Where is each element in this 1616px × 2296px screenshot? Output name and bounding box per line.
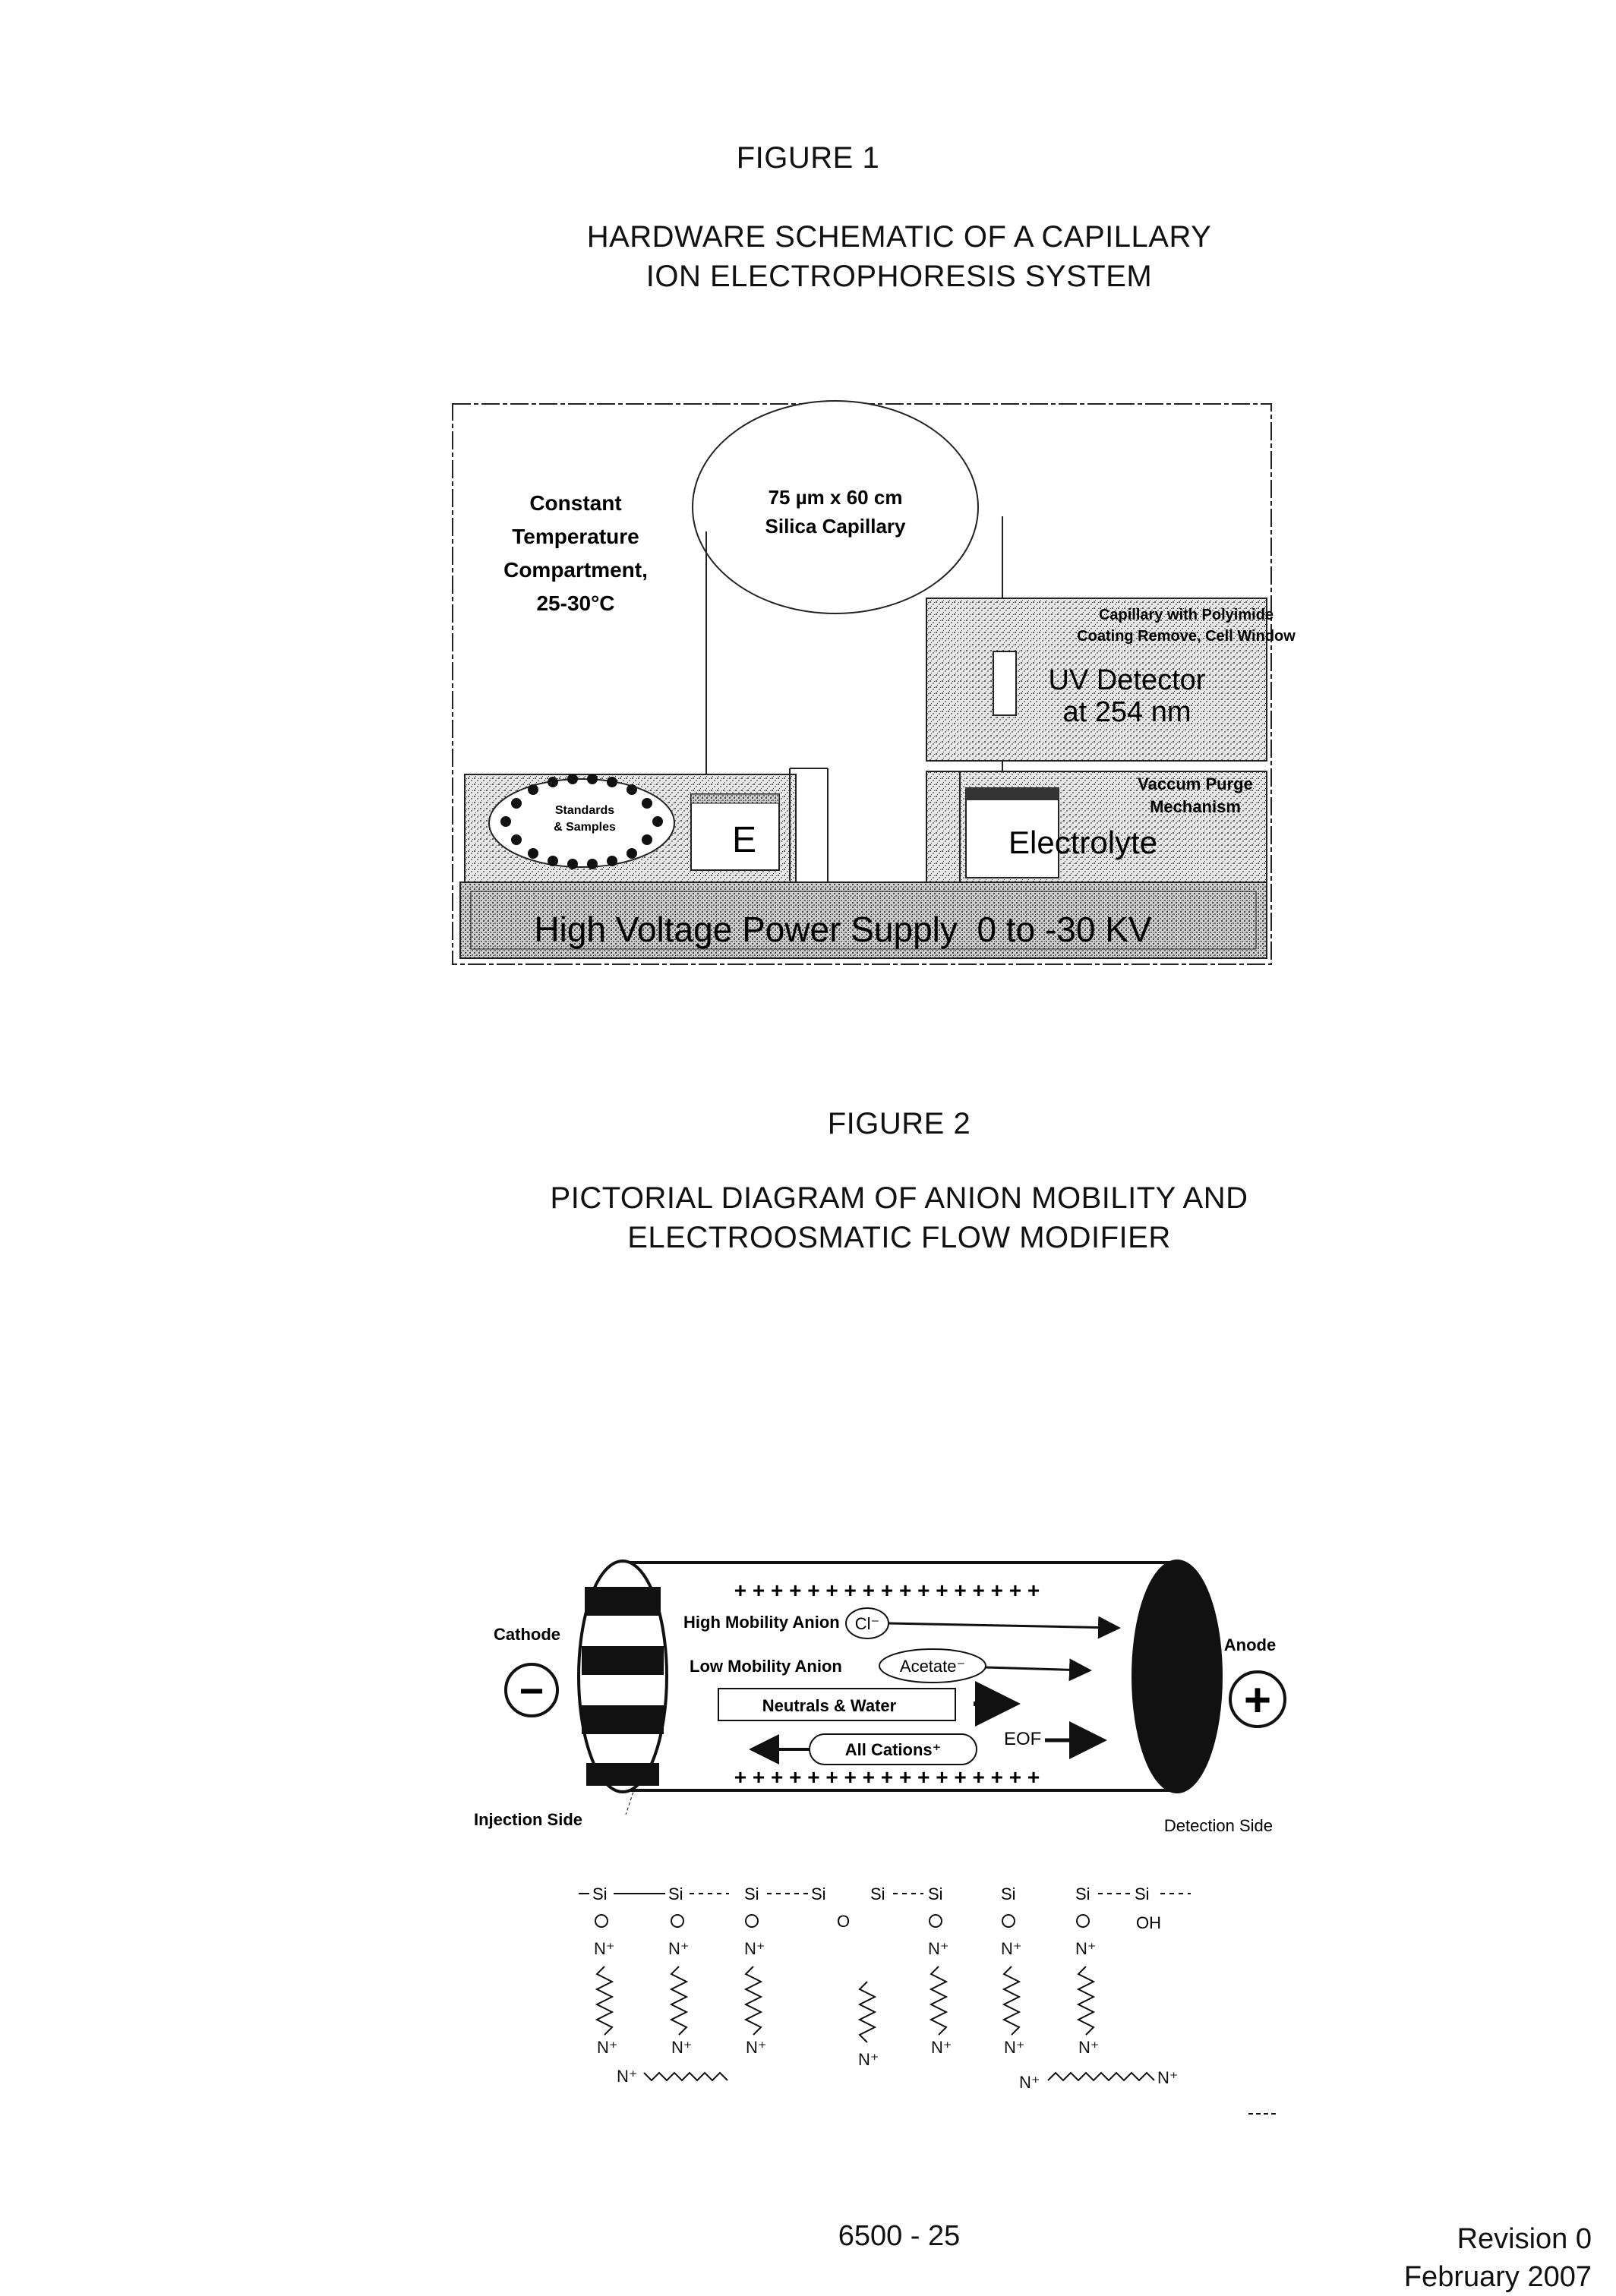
chain-2 — [668, 1915, 693, 2057]
si-3: Si — [744, 1884, 759, 1903]
chloride-label: Cl⁻ — [854, 1614, 880, 1633]
window-line1: Capillary with Polyimide — [1098, 607, 1274, 623]
chain-6 — [1001, 1915, 1025, 2057]
anode-sign: + — [1243, 1674, 1272, 1727]
n-bottom-3: N⁺ — [746, 2038, 767, 2057]
si-1: Si — [592, 1884, 608, 1903]
n-top-7: N⁺ — [1075, 1939, 1097, 1958]
si-5: Si — [870, 1884, 885, 1903]
chain-3 — [744, 1915, 767, 2057]
figure2-title-line2: ELECTROOSMATIC FLOW MODIFIER — [627, 1221, 1171, 1254]
hardware-schematic — [0, 0, 1616, 987]
bridge-o: O — [837, 1912, 851, 1931]
n-free-left: N⁺ — [617, 2067, 638, 2086]
n-bottom-4: N⁺ — [858, 2050, 879, 2069]
n-free-right-2: N⁺ — [1157, 2068, 1179, 2087]
cell-window — [993, 651, 1016, 715]
eof-label: EOF — [1004, 1729, 1042, 1749]
n-bottom-2: N⁺ — [671, 2038, 693, 2057]
compartment-line1: Constant — [529, 491, 622, 515]
chain-5 — [928, 1915, 952, 2057]
acetate-label: Acetate⁻ — [899, 1657, 966, 1676]
n-top-2: N⁺ — [668, 1939, 690, 1958]
n-bottom-1: N⁺ — [597, 2038, 618, 2057]
standards-line2: & Samples — [554, 821, 616, 834]
figure1-title-line1: HARDWARE SCHEMATIC OF A CAPILLARY — [586, 220, 1212, 254]
revision-date: February 2007 — [1403, 2261, 1592, 2293]
low-mobility-label: Low Mobility Anion — [690, 1657, 842, 1676]
n-bottom-6: N⁺ — [1004, 2038, 1025, 2057]
neutrals-label: Neutrals & Water — [762, 1696, 897, 1715]
purge-line2: Mechanism — [1150, 797, 1241, 816]
electrolyte-label: Electrolyte — [1008, 825, 1158, 860]
plus-row-bottom: + + + + + + + + + + + + + + + + + — [734, 1765, 1040, 1789]
cathode-label: Cathode — [494, 1625, 560, 1644]
anode-end — [1133, 1561, 1221, 1792]
compartment-line4: 25-30°C — [536, 591, 615, 615]
standards-line1: Standards — [554, 804, 615, 817]
figure1-label: FIGURE 1 — [736, 141, 880, 175]
plus-row-top: + + + + + + + + + + + + + + + + + — [734, 1578, 1040, 1602]
compartment-line2: Temperature — [512, 525, 639, 548]
figure2-title-line1: PICTORIAL DIAGRAM OF ANION MOBILITY AND — [550, 1181, 1248, 1215]
capillary-line2: Silica Capillary — [765, 515, 906, 538]
capillary-line1: 75 µm x 60 cm — [768, 486, 903, 509]
revision-label: Revision 0 — [1457, 2223, 1592, 2255]
n-top-1: N⁺ — [594, 1939, 615, 1958]
n-top-6: N⁺ — [1001, 1939, 1022, 1958]
injection-side-label: Injection Side — [474, 1810, 583, 1829]
chain-7 — [1075, 1915, 1100, 2057]
cations-label: All Cations⁺ — [844, 1740, 942, 1759]
power-supply-label: High Voltage Power Supply 0 to -30 KV — [534, 910, 1152, 949]
free-chain-right — [1019, 2068, 1179, 2092]
n-bottom-5: N⁺ — [931, 2038, 952, 2057]
high-mobility-label: High Mobility Anion — [683, 1613, 840, 1632]
si-2: Si — [668, 1884, 683, 1903]
purge-line1: Vaccum Purge — [1138, 774, 1253, 793]
anion-mobility-diagram — [0, 1519, 1616, 2126]
si-8: Si — [1075, 1884, 1090, 1903]
n-free-right-1: N⁺ — [1019, 2073, 1040, 2092]
detector-line1: UV Detector — [1048, 664, 1206, 696]
figure1-title-line2: ION ELECTROPHORESIS SYSTEM — [645, 260, 1153, 293]
si-4: Si — [811, 1884, 826, 1903]
chain-1 — [594, 1915, 618, 2057]
window-line2: Coating Remove, Cell Window — [1077, 628, 1296, 645]
anode-label: Anode — [1223, 1635, 1277, 1654]
figure2-label: FIGURE 2 — [827, 1107, 971, 1140]
n-top-3: N⁺ — [744, 1939, 765, 1958]
silanol-oh: OH — [1136, 1913, 1161, 1932]
cathode-sign: − — [519, 1667, 544, 1714]
si-9: Si — [1135, 1884, 1150, 1903]
n-top-5: N⁺ — [928, 1939, 949, 1958]
si-6: Si — [928, 1884, 943, 1903]
detection-side-label: Detection Side — [1163, 1816, 1273, 1835]
n-bottom-7: N⁺ — [1078, 2038, 1100, 2057]
modifier-chains — [594, 1915, 1276, 2114]
free-chain-left — [617, 2067, 728, 2086]
silica-wall — [579, 1884, 1191, 1932]
page-number: 6500 - 25 — [838, 2220, 961, 2252]
chain-4 — [858, 1982, 879, 2069]
electrode-left: E — [731, 820, 757, 860]
detector-line2: at 254 nm — [1062, 696, 1191, 728]
compartment-line3: Compartment, — [503, 558, 648, 582]
si-7: Si — [1001, 1884, 1016, 1903]
